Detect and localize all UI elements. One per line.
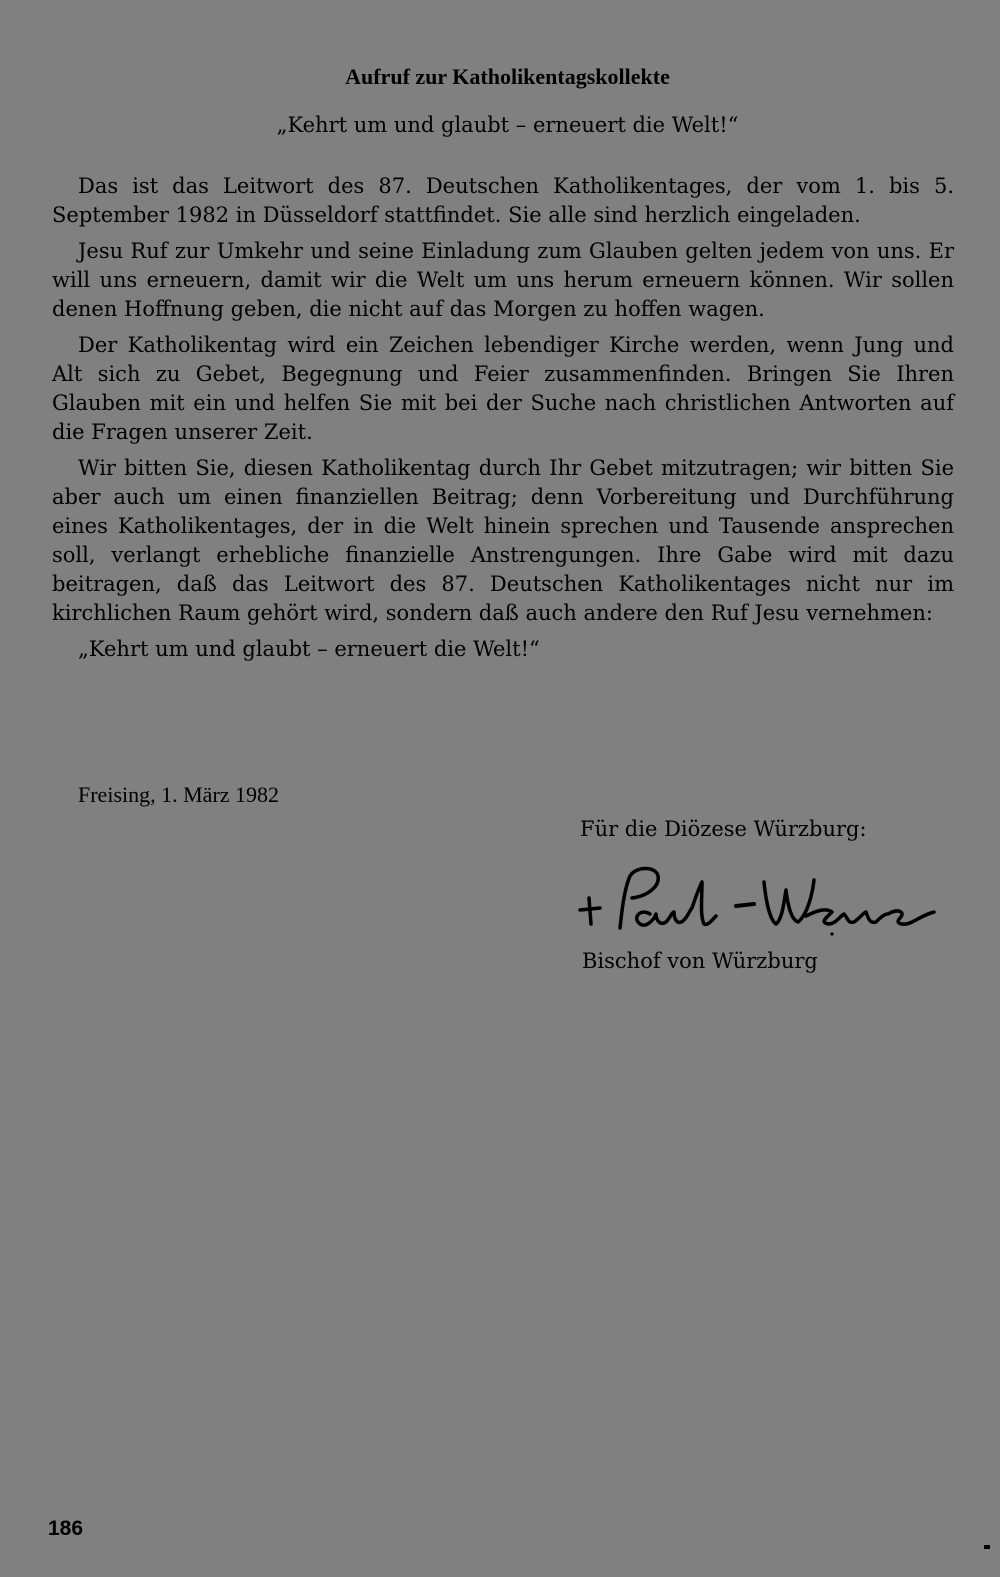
document-title: Aufruf zur Katholikentagskollekte <box>345 64 670 89</box>
handwritten-signature <box>570 862 940 942</box>
paragraph-1: Das ist das Leitwort des 87. Deutschen Katholikentages, der vom 1. bis 5. September 1982 in Düsseldorf stattfindet. Sie alle sind herzlich eingeladen. <box>52 174 954 227</box>
paragraph-4: Wir bitten Sie, diesen Katholikentag durch Ihr Gebet mitzutragen; wir bitten Sie aber auch um einen finanziellen Beitrag; denn Vorbereitung und Durchführung eines Katholikentages, der in die Welt hinein sprechen und Tausende ansprechen soll, verlangt erhebliche finanzielle Anstrengungen. Ihre Gabe wird mit dazu beitragen, daß das Leitwort des 87. Deutschen Katholikentages nicht nur im kirchlichen Raum gehört wird, sondern daß auch andere den Ruf Jesu vernehmen: <box>52 456 954 625</box>
place-date: Freising, 1. März 1982 <box>78 782 280 807</box>
motto-quote: „Kehrt um und glaubt – erneuert die Welt!“ <box>276 113 739 137</box>
body-text <box>52 172 954 671</box>
bishop-title: Bischof von Würzburg <box>582 949 818 973</box>
for-diocese-label: Für die Diözese Würzburg: <box>580 817 867 841</box>
page-number: 186 <box>48 1517 84 1540</box>
corner-mark <box>984 1545 990 1549</box>
paragraph-2: Jesu Ruf zur Umkehr und seine Einladung zum Glauben gelten jedem von uns. Er will uns erneuern, damit wir die Welt um uns herum erneuern können. Wir sollen denen Hoffnung geben, die nicht auf das Morgen zu hoffen wagen. <box>52 239 954 321</box>
closing-quote: „Kehrt um und glaubt – erneuert die Welt!“ <box>78 637 540 661</box>
paragraph-3: Der Katholikentag wird ein Zeichen lebendiger Kirche werden, wenn Jung und Alt sich zu Gebet, Begegnung und Feier zusammenfinden. Bringen Sie Ihren Glauben mit ein und helfen Sie mit bei der Suche nach christlichen Antworten auf die Fragen unserer Zeit. <box>52 333 954 444</box>
